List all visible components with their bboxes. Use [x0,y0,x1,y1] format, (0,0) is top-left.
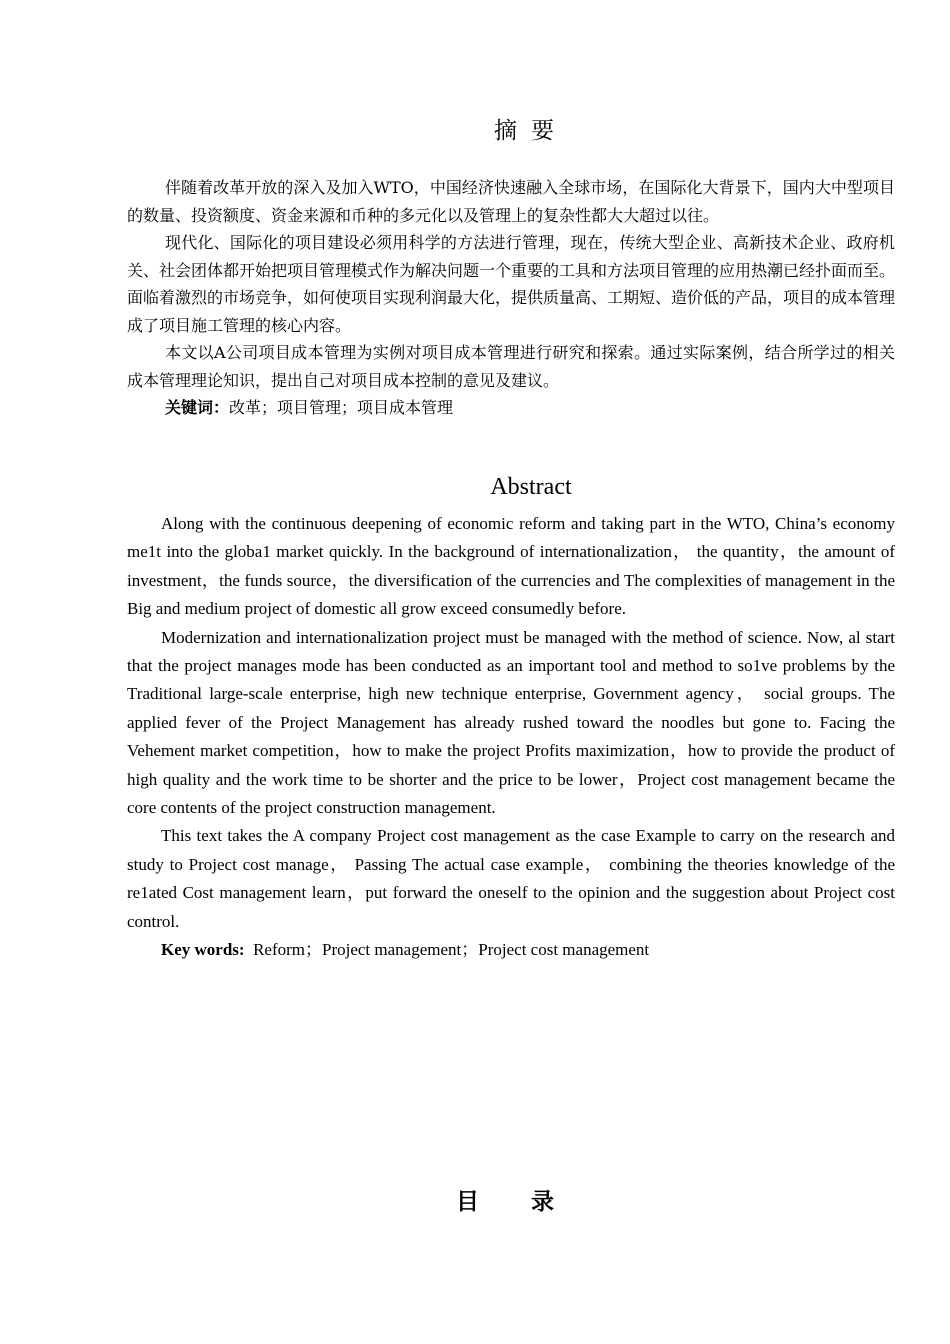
abstract-en-paragraph-2: Modernization and internationalization project must be managed with the method of science. Now, al start that the project manages mode has been conducted as an important tool and method to so1ve problems by the Traditional large-scale enterprise, high new technique enterprise, Government agency， social groups. The applied fever of the Project Management has already rushed toward the noodles but gone to. Facing the Vehement market competition，how to make the project Profits maximization，how to provide the product of high quality and the work time to be shorter and the price to be lower，Project cost management became the core contents of the project construction management. [127,627,895,818]
abstract-cn-keywords-text: 改革；项目管理；项目成本管理 [229,398,454,417]
abstract-cn-paragraph-1: 伴随着改革开放的深入及加入WTO，中国经济快速融入全球市场，在国际化大背景下，国内大中型项目的数量、投资额度、资金来源和币种的多元化以及管理上的复杂性都大大超过以往。 [127,178,895,225]
abstract-cn-body [127,174,895,422]
abstract-en-keywords-text: Reform；Project management；Project cost management [253,940,650,960]
abstract-en-body [127,510,895,965]
abstract-cn-title: 摘要 [494,118,568,144]
abstract-en-paragraph-3: This text takes the A company Project cost management as the case Example to carry on the research and study to Project cost manage， Passing The actual case example， combining the theories knowledge of the re1ated Cost management learn，put forward the oneself to the opinion and the suggestion about Project cost control. [127,826,895,931]
abstract-en-keywords-label: Key words: [161,940,245,960]
abstract-cn-keywords [127,394,895,422]
toc-title: 目录 [456,1189,606,1215]
abstract-cn-keywords-label: 关键词： [165,398,230,417]
abstract-en-paragraph-1: Along with the continuous deepening of economic reform and taking part in the WTO, China’s economy me1t into the globa1 market quickly. In the background of internationalization， the quantity，the amount of investment，the funds source，the diversification of the currencies and The complexities of management in the Big and medium project of domestic all grow exceed consumedly before. [127,514,895,619]
abstract-cn-paragraph-2: 现代化、国际化的项目建设必须用科学的方法进行管理，现在，传统大型企业、高新技术企业、政府机关、社会团体都开始把项目管理模式作为解决问题一个重要的工具和方法项目管理的应用热潮已经扑面而至。面临着激烈的市场竞争，如何使项目实现利润最大化，提供质量高、工期短、造价低的产品，项目的成本管理成了项目施工管理的核心内容。 [127,233,896,335]
abstract-en-keywords [127,936,895,964]
abstract-en-title: Abstract [490,474,572,500]
abstract-cn-paragraph-3: 本文以A公司项目成本管理为实例对项目成本管理进行研究和探索。通过实际案例，结合所学过的相关成本管理理论知识，提出自己对项目成本控制的意见及建议。 [127,343,895,390]
